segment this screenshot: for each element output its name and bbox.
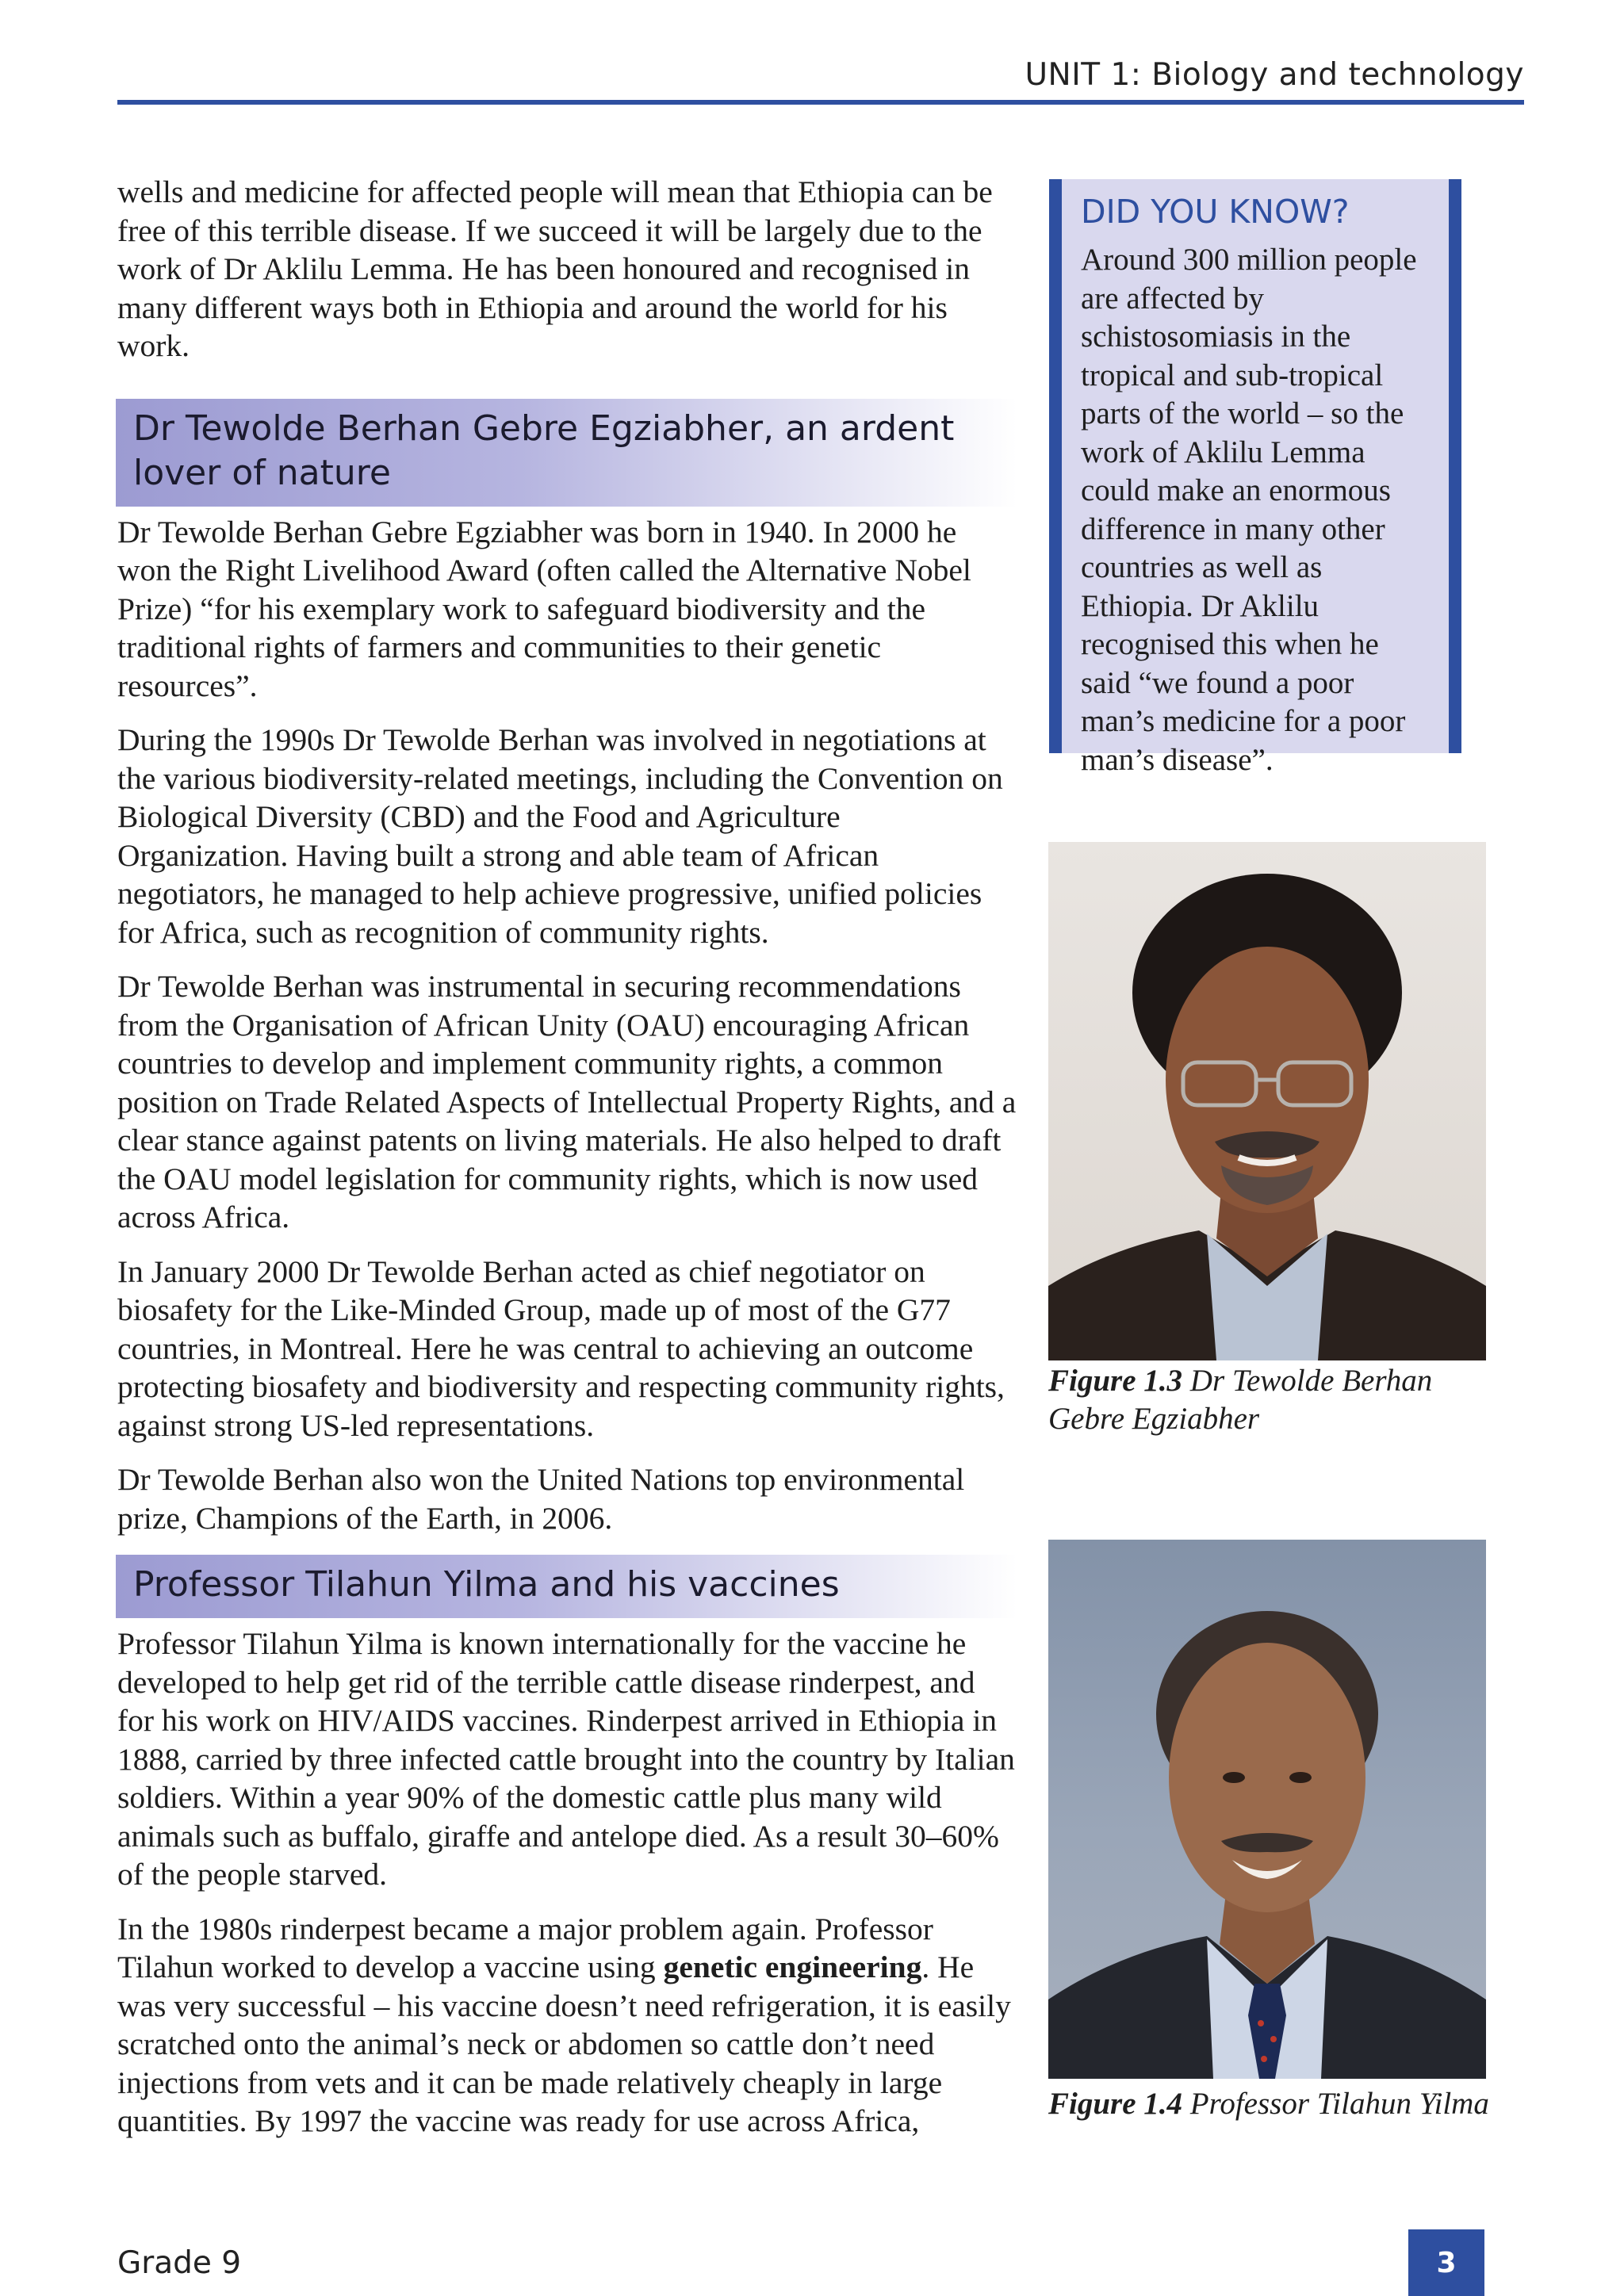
paragraph-text: In the 1980s rinderpest became a major problem again. Professor Tilahun worked to develop a vaccine using — [117, 1911, 933, 1984]
main-column — [117, 173, 1017, 2156]
figure-caption-text: Professor Tilahun Yilma — [1182, 2087, 1489, 2121]
portrait-illustration — [1048, 1540, 1486, 2079]
figure-label: Figure 1.4 — [1048, 2087, 1183, 2121]
figure-label: Figure 1.3 — [1048, 1364, 1183, 1398]
section-heading-tilahun: Professor Tilahun Yilma and his vaccines — [116, 1555, 1017, 1618]
portrait-photo-tewolde — [1048, 842, 1486, 1360]
header-rule — [117, 100, 1524, 105]
paragraph: Dr Tewolde Berhan Gebre Egziabher was born in 1940. In 2000 he won the Right Livelihood Award (often called the Alternative Nobel Prize) “for his exemplary work to safeguard biodiversity and the traditional rights of farmers and communities to their genetic resources”. — [117, 514, 971, 703]
unit-title: UNIT 1: Biology and technology — [1025, 57, 1524, 93]
paragraph-text: . He was very successful – his vaccine doesn’t need refrigeration, it is easily scratched onto the animal’s neck or abdomen so cattle don’t need injections from vets and it can be made relatively cheaply in large quantities. By 1997 the vaccine was ready for use across Africa, — [117, 1950, 1011, 2138]
callout-title: DID YOU KNOW? — [1081, 193, 1350, 231]
intro-paragraph: wells and medicine for affected people will mean that Ethiopia can be free of this terrible disease. If we succeed it will be largely due to the work of Dr Aklilu Lemma. He has been honoured and recognised in many different ways both in Ethiopia and around the world for his work. — [117, 174, 993, 363]
figure-caption-2 — [1048, 2085, 1492, 2123]
paragraph: Professor Tilahun Yilma is known internationally for the vaccine he developed to help get rid of the terrible cattle disease rinderpest, and for his work on HIV/AIDS vaccines. Rinderpest arrived in Ethiopia in 1888, carried by three infected cattle brought into the country by Italian soldiers. Within a year 90% of the domestic cattle plus many wild animals such as buffalo, giraffe and antelope died. As a result 30–60% of the people starved. — [117, 1626, 1015, 1892]
section-heading-tewolde: Dr Tewolde Berhan Gebre Egziabher, an ardent lover of nature — [116, 399, 1017, 507]
figure-caption-text: Dr Tewolde Berhan Gebre Egziabher — [1048, 1364, 1433, 1436]
footer-grade: Grade 9 — [117, 2245, 242, 2281]
paragraph: In January 2000 Dr Tewolde Berhan acted as chief negotiator on biosafety for the Like-Minded Group, made up of most of the G77 countries, in Montreal. Here he was central to achieving an outcome protecting biosafety and biodiversity and respecting community rights, against strong US-led representations. — [117, 1253, 1005, 1443]
callout-body: Around 300 million people are affected by schistosomiasis in the tropical and sub-tropical parts of the world – so the work of Aklilu Lemma could make an enormous difference in many other countries as well as Ethiopia. Dr Aklilu recognised this when he said “we found a poor man’s medicine for a poor man’s disease”. — [1081, 243, 1417, 777]
paragraph: During the 1990s Dr Tewolde Berhan was involved in negotiations at the various biodiversity-related meetings, including the Convention on Biological Diversity (CBD) and the Food and Agriculture Organization. Having built a strong and able team of African negotiators, he managed to help achieve progressive, unified policies for Africa, such as recognition of community rights. — [117, 722, 1003, 950]
paragraph: Dr Tewolde Berhan also won the United Nations top environmental prize, Champions of the Earth, in 2006. — [117, 1462, 965, 1536]
figure-caption-1 — [1048, 1362, 1492, 1438]
paragraph — [117, 1910, 1017, 2141]
page-number: 3 — [1408, 2229, 1484, 2296]
portrait-illustration — [1048, 842, 1486, 1360]
did-you-know-box — [1049, 179, 1461, 777]
portrait-photo-tilahun — [1048, 1540, 1486, 2079]
key-term: genetic engineering — [663, 1950, 922, 1984]
paragraph: Dr Tewolde Berhan was instrumental in securing recommendations from the Organisation of African Unity (OAU) encouraging African countries to develop and implement community rights, a common position on Trade Related Aspects of Intellectual Property Rights, and a clear stance against patents on living materials. He also helped to draft the OAU model legislation for community rights, which is now used across Africa. — [117, 969, 1017, 1234]
